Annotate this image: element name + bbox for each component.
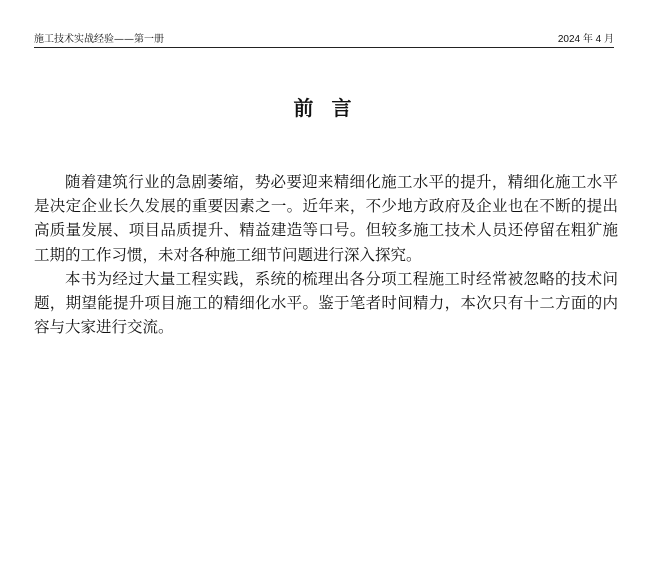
running-header	[34, 33, 614, 48]
header-date: 2024 年 4 月	[557, 34, 614, 45]
paragraph: 随着建筑行业的急剧萎缩，势必要迎来精细化施工水平的提升，精细化施工水平是决定企业长久发展的重要因素之一。近年来，不少地方政府及企业也在不断的提出高质量发展、项目品质提升、精益建造等口号。但较多施工技术人员还停留在粗犷施工期的工作习惯，未对各种施工细节问题进行深入探究。	[34, 173, 618, 264]
page-title: 前言	[293, 96, 370, 120]
paragraph: 本书为经过大量工程实践，系统的梳理出各分项工程施工时经常被忽略的技术问题，期望能提升项目施工的精细化水平。鉴于笔者时间精力，本次只有十二方面的内容与大家进行交流。	[34, 269, 618, 337]
body-text	[34, 170, 618, 339]
header-book-title: 施工技术实战经验——第一册	[34, 34, 164, 45]
